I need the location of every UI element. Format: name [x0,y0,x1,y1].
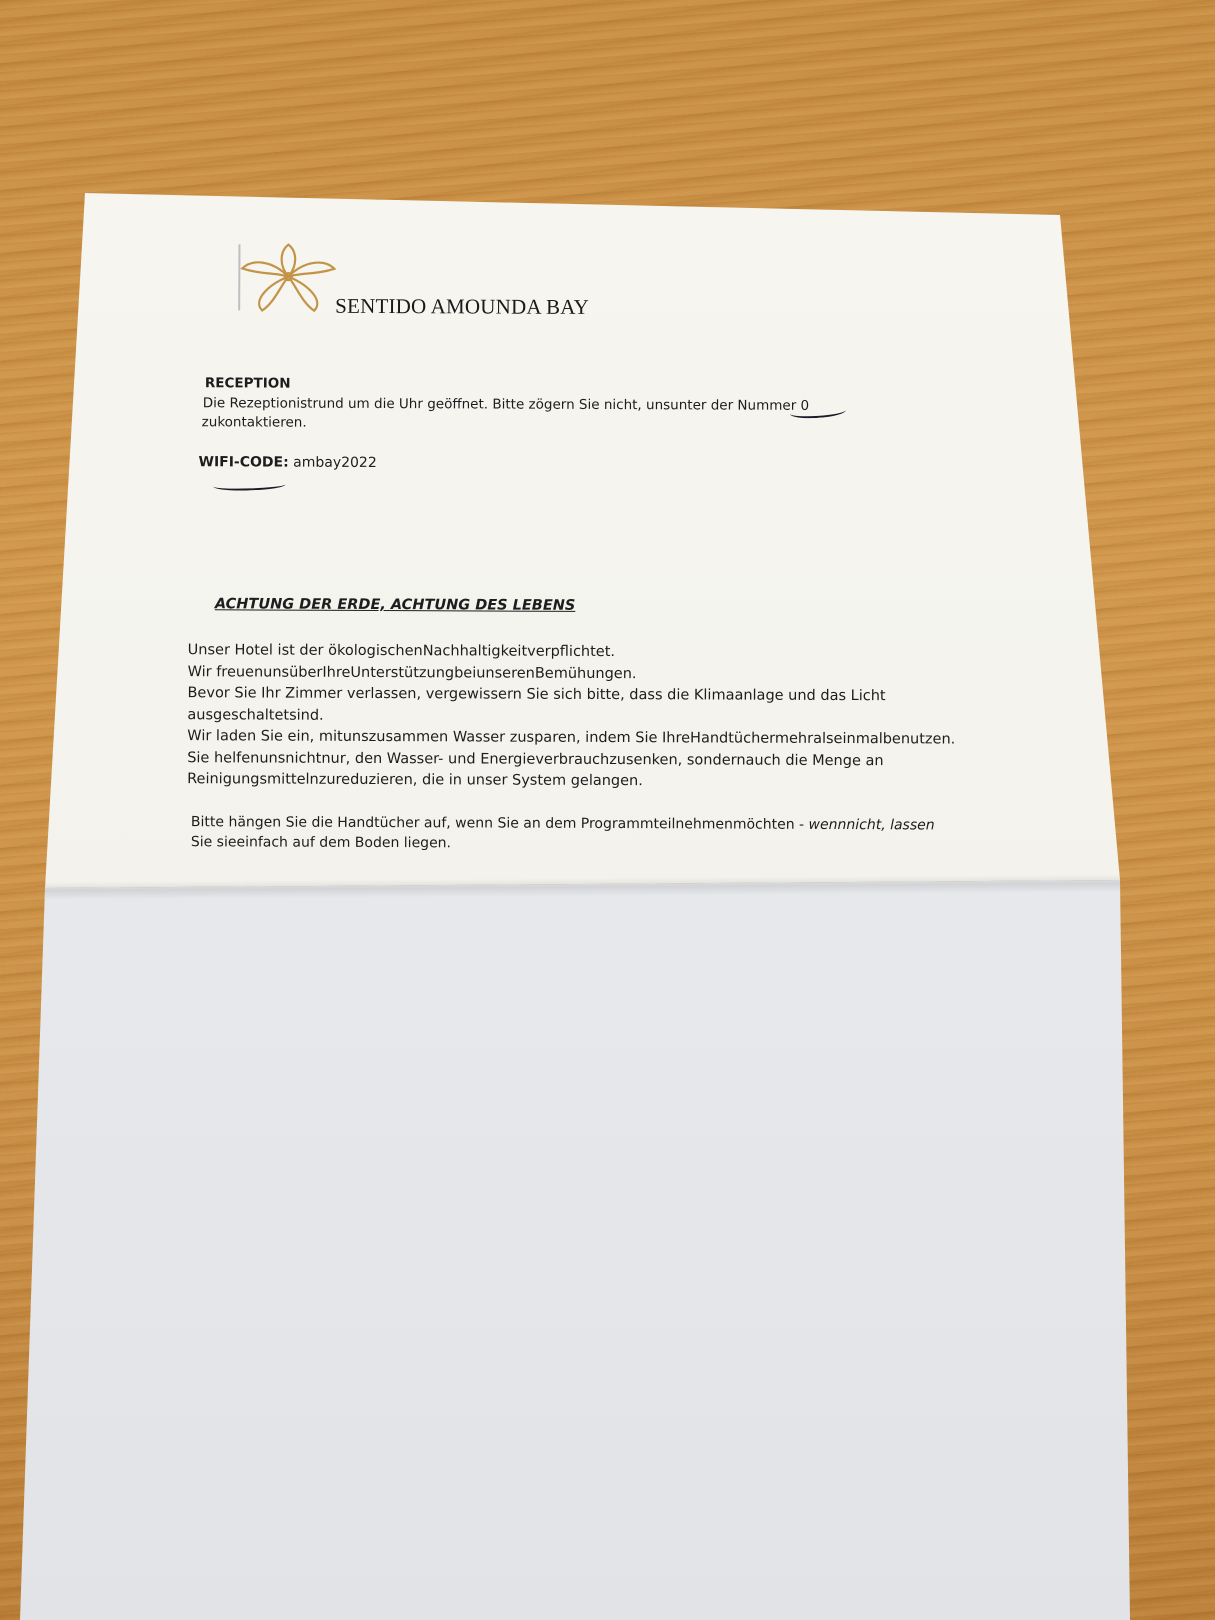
paragraph-line: Bevor Sie Ihr Zimmer verlassen, vergewissern Sie sich bitte, dass die Klimaanlage und das Licht [187,685,886,705]
towel-line-1-regular: Bitte hängen Sie die Handtücher auf, wenn Sie an dem Programmteilnehmenmöchten - [190,814,809,833]
towel-instructions [191,812,935,855]
paragraph-line: Unser Hotel ist der ökologischenNachhaltigkeitverpflichtet. [187,642,616,661]
paragraph-line: Wir laden Sie ein, mitunszusammen Wasser zusparen, indem Sie IhreHandtüchermehralseinmalbenutzen. [187,728,956,748]
paragraph-line: Reinigungsmittelnzureduzieren, die in unser System gelangen. [187,771,643,790]
environment-heading: ACHTUNG DER ERDE, ACHTUNG DES LEBENS [214,596,576,614]
wifi-code-label: WIFI-CODE: [198,454,289,471]
towel-line-2: Sie sieeinfach auf dem Boden liegen. [190,834,452,852]
towel-line-1-italic: wennnicht, lassen [808,816,935,834]
wifi-code-line [198,452,376,473]
reception-text-line-2: zukontaktieren. [201,414,307,431]
paragraph-line: Sie helfenunsnichtnur, den Wasser- und Energieverbrauchzusenken, sondernauch die Menge an [187,749,884,769]
reception-heading: RECEPTION [204,375,291,392]
reception-text-line-1: Die Rezeptionistrund um die Uhr geöffnet. Bitte zögern Sie nicht, unsunter der Nummer 0 [202,395,810,414]
wifi-code-value: ambay2022 [293,454,377,471]
hotel-brand-name: SENTIDO AMOUNDA BAY [335,293,590,319]
paragraph-line: ausgeschaltetsind. [187,706,324,724]
flower-logo-icon [238,242,338,314]
paragraph-line: Wir freuenunsüberIhreUnterstützungbeiunserenBemühungen. [187,663,637,682]
pen-underline-wifi [213,479,285,491]
environment-paragraph [187,640,956,794]
